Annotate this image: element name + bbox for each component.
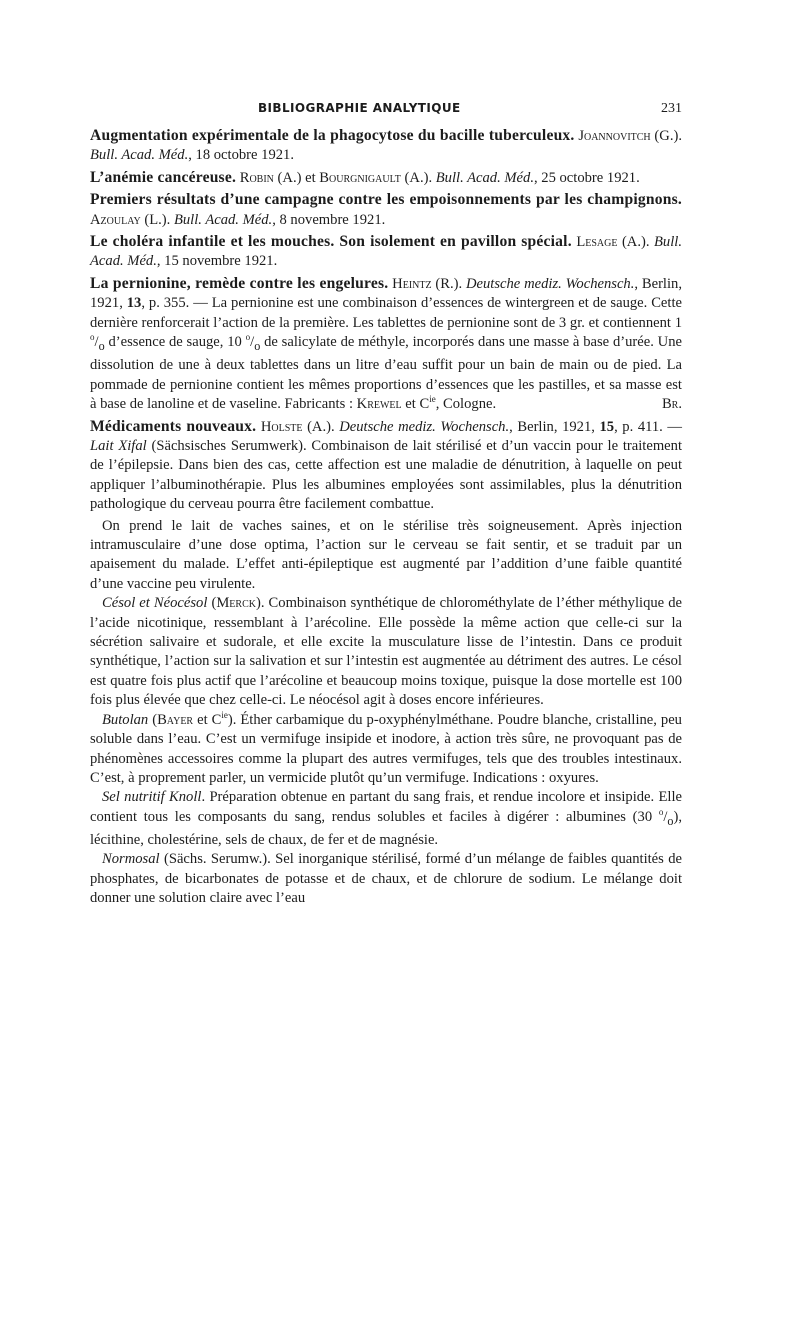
entry-author-initial: (A.).: [617, 234, 655, 251]
paragraph-text: (Sächs. Serumw.). Sel inorganique stérilisé, formé d’un mélange de faibles quantités de phosphates, de bicarbonates de potasse et de chaux, et de chlorure de sodium. Le mélange doit donner une solution claire avec l’eau: [90, 851, 682, 907]
body-paragraph: [90, 850, 682, 908]
entry-reference: , p. 411. —: [614, 418, 682, 435]
body-paragraph: [90, 788, 682, 850]
paren-close: ).: [255, 595, 269, 612]
paren-close: ).: [227, 711, 241, 728]
entry-abstract: (Sächsisches Serumwerk). Combinaison de lait stérilisé et d’un vaccin pour le traitement de l’épilepsie. Dans bien des cas, cette affection est une maladie de dénutrition, à laquelle on peut appliquer l’albuminothérapie. Plus les albumines employées sont assimilables, plus la dénutrition pathologique du cerveau pourra être facilement combattue.: [90, 438, 683, 513]
paren-open: (: [207, 595, 217, 612]
entry-author-initial: (L.).: [140, 211, 174, 228]
manufacturer-company: et C: [401, 396, 430, 413]
manufacturer-company-sup: ie: [429, 394, 436, 405]
entry-journal: Bull. Acad. Méd.: [90, 234, 682, 270]
body-paragraph: [90, 711, 682, 789]
entry-volume: 15: [599, 418, 615, 435]
bibliography-entry: [90, 417, 682, 515]
entry-author: Azoulay: [90, 211, 141, 228]
paren-open: (: [148, 711, 158, 728]
entry-journal: Deutsche mediz. Wochensch.: [465, 275, 635, 292]
entry-author: Robin: [239, 169, 274, 186]
body-paragraph: [90, 594, 682, 710]
paragraph-text: . Préparation obtenue en partant du sang frais, et rendue incolore et insipide. Elle contient tous les composants du sang, rendus solubles et faciles à digérer : albumines (30: [90, 789, 683, 825]
percent-sign-slash: /: [663, 808, 668, 825]
page-header: [90, 101, 682, 123]
percent-sign-bottom: o: [667, 813, 674, 828]
entry-abstract: de salicylate de méthyle, incorporés dans une masse à base d’urée. Une dissolution de une à deux tablettes dans un litre d’eau suffit pour un bain de main ou de pied. La pommade de pernionine contient les mêmes proportions d’essences que les pastilles, et sa masse est à base de lanoline et de vaseline. Fabricants :: [90, 334, 682, 413]
reviewer-signature: Br.: [661, 396, 682, 413]
paragraph-text: ), lécithine, cholestérine, sels de chaux, de fer et de magnésie.: [90, 808, 682, 849]
entry-title: L’anémie cancéreuse.: [90, 168, 237, 186]
manufacturer-place: , Cologne.: [435, 396, 497, 413]
percent-sign-bottom: o: [98, 338, 105, 353]
entry-title: Le choléra infantile et les mouches. Son isolement en pavillon spécial.: [90, 233, 572, 251]
percent-sign-slash: /: [94, 334, 99, 351]
entry-date: , 25 octobre 1921.: [533, 169, 640, 186]
percent-sign-slash: /: [250, 334, 255, 351]
bibliography-entry: [90, 168, 682, 188]
paragraph-text: On prend le lait de vaches saines, et on le stérilise très soigneusement. Après injection intramusculaire d’une dose optima, l’action sur le cerveau se fait sentir, et se traduit par un apaisement du malade. L’effet anti-épileptique est augmenté par l’addition d’une faible quantité d’une vaccine peu virulente.: [90, 517, 682, 592]
entry-author: Lesage: [576, 234, 618, 251]
bibliography-entry: [90, 274, 682, 415]
bibliography-entry: [90, 232, 682, 272]
bibliography-entry: [90, 190, 682, 230]
paragraph-text: Combinaison synthétique de chlorométhylate de l’éther méthylique de l’acide nicotinique, ressemblant à l’arécoline. Elle possède la même action que celle-ci sur la sécrétion salivaire et sudorale, et elle excite la musculature lisse de l’intestin. Dans ce produit synthétique, l’action sur la salivation et sur l’intestin est augmentée au détriment des autres. Le césol est quatre fois plus actif que l’arécoline et beaucoup moins toxique, puisque la dose mortelle est 100 fois plus élevée que chez celle-ci. Le néocésol agit à doses encore inférieures.: [90, 595, 682, 709]
entry-volume: 13: [126, 295, 142, 312]
entry-journal: Bull. Acad. Méd.: [90, 147, 189, 164]
product-name: Césol et Néocésol: [102, 595, 208, 612]
manufacturer: Bayer: [157, 711, 194, 728]
entry-reference: , Berlin, 1921,: [90, 275, 682, 312]
entry-abstract: , p. 355. — La pernionine est une combinaison d’essences de wintergreen et de sauge. Cette dernière renforcerait l’action de la première. Les tablettes de pernionine sont de 3 gr. et contiennent 1: [90, 295, 682, 331]
entry-journal: Deutsche mediz. Wochensch.: [339, 418, 510, 435]
bibliography-entry: [90, 126, 682, 166]
page-number: 231: [661, 101, 682, 116]
product-name: Butolan: [102, 711, 149, 728]
entry-author-initial: (A.).: [302, 418, 340, 435]
manufacturer-company-sup: ie: [221, 709, 228, 720]
entry-author-initial: (A.) et: [273, 169, 320, 186]
running-head: BIBLIOGRAPHIE ANALYTIQUE: [258, 101, 461, 115]
entry-date: , 8 novembre 1921.: [272, 211, 386, 228]
percent-sign-top: o: [90, 332, 95, 343]
body-paragraph: [90, 517, 682, 595]
entry-journal: Bull. Acad. Méd.: [435, 169, 534, 186]
paragraph-text: Éther carbamique du p-oxyphénylméthane. Poudre blanche, cristalline, peu soluble dans l’eau. C’est un vermifuge insipide et inodore, à action très sûre, ne provoquant pas de phénomènes accessoires comme la plupart des autres vermifuges, tels que des troubles intestinaux. C’est, à proprement parler, un vermicide plutôt qu’un vermifuge. Indications : oxyures.: [90, 711, 682, 786]
product-name: Lait Xifal: [90, 438, 147, 454]
percent-sign-top: o: [658, 806, 664, 817]
entry-author: Heintz: [392, 275, 432, 292]
entry-author-initial: (G.).: [650, 128, 682, 144]
entry-abstract: d’essence de sauge, 10: [104, 334, 246, 351]
percent-sign-bottom: o: [254, 338, 261, 353]
manufacturer: Merck: [216, 595, 256, 612]
entry-author-initial: (A.).: [400, 169, 436, 186]
entry-title: Médicaments nouveaux.: [90, 417, 257, 435]
entry-author: Holste: [260, 418, 303, 435]
entry-date: , 18 octobre 1921.: [188, 147, 295, 164]
entry-journal: Bull. Acad. Méd.: [173, 211, 273, 228]
entry-author-initial: (R.).: [431, 275, 466, 292]
entry-author: Bourgnigault: [319, 169, 401, 186]
entry-title: La pernionine, remède contre les engelures.: [90, 274, 389, 292]
product-name: Normosal: [102, 851, 160, 868]
entry-reference: , Berlin, 1921,: [509, 418, 600, 435]
product-name: Sel nutritif Knoll: [102, 789, 202, 806]
manufacturer-company: et C: [193, 711, 222, 728]
manufacturer: Krewel: [356, 396, 402, 413]
percent-sign-top: o: [245, 332, 251, 343]
page-content: [90, 126, 682, 909]
entry-date: , 15 novembre 1921.: [156, 253, 278, 270]
entry-title: Premiers résultats d’une campagne contre les empoisonnements par les champignons.: [90, 191, 682, 209]
entry-author: Joannovitch: [578, 128, 651, 144]
entry-title: Augmentation expérimentale de la phagocytose du bacille tuberculeux.: [90, 127, 575, 144]
